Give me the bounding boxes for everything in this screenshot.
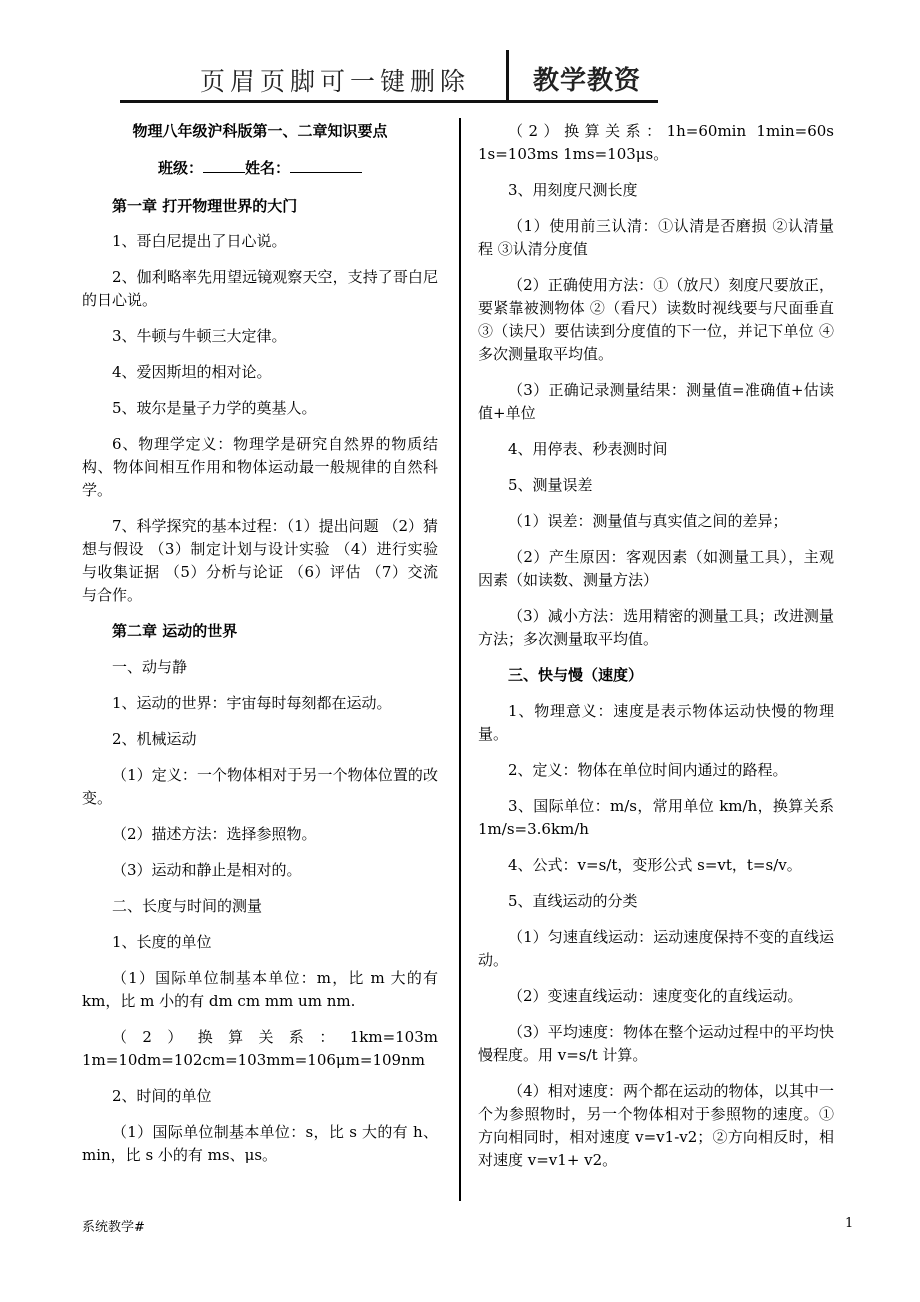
- section-heading: 一、动与静: [112, 658, 188, 676]
- paragraph: （1）匀速直线运动：运动速度保持不变的直线运动。: [478, 928, 834, 969]
- paragraph: 6、物理学定义：物理学是研究自然界的物质结构、物体间相互作用和物体运动最一般规律的自然科学。: [82, 435, 438, 499]
- chapter1-title: 第一章 打开物理世界的大门: [112, 197, 298, 215]
- paragraph: （1）定义：一个物体相对于另一个物体位置的改变。: [82, 766, 438, 807]
- document-title: 物理八年级沪科版第一、二章知识要点: [132, 122, 388, 140]
- left-column: [82, 120, 438, 1167]
- class-label: 班级：: [157, 159, 203, 177]
- paragraph: （1）误差：测量值与真实值之间的差异；: [508, 512, 788, 530]
- paragraph: （2）产生原因：客观因素（如测量工具），主观因素（如读数、测量方法）: [478, 548, 834, 589]
- footer-left-text: 系统教学#: [82, 1220, 145, 1235]
- paragraph: （2）描述方法：选择参照物。: [112, 825, 317, 843]
- header-divider: [506, 50, 509, 102]
- paragraph: 5、测量误差: [508, 476, 593, 494]
- paragraph: 2、伽利略率先用望远镜观察天空，支持了哥白尼的日心说。: [82, 268, 438, 309]
- column-divider: [459, 118, 461, 1201]
- paragraph: （3）正确记录测量结果：测量值=准确值+估读值+单位: [478, 381, 834, 422]
- paragraph: （1）国际单位制基本单位：m，比 m 大的有 km，比 m 小的有 dm cm mm um nm.: [82, 969, 438, 1010]
- header-left-text: 页眉页脚可一键删除: [200, 67, 471, 96]
- name-label: 姓名：: [245, 159, 291, 177]
- paragraph: （3）平均速度：物体在整个运动过程中的平均快慢程度。用 v=s/t 计算。: [478, 1023, 834, 1064]
- header-rule: [120, 100, 658, 103]
- paragraph: 5、玻尔是量子力学的奠基人。: [112, 399, 317, 417]
- paragraph: （2）换算关系：1h=60min 1min=60s 1s=103ms 1ms=103μs。: [478, 122, 834, 163]
- paragraph: 7、科学探究的基本过程：（1）提出问题 （2）猜想与假设 （3）制定计划与设计实验 （4）进行实验与收集证据 （5）分析与论证 （6）评估 （7）交流与合作。: [82, 517, 438, 604]
- paragraph: 3、国际单位：m/s，常用单位 km/h，换算关系 1m/s=3.6km/h: [478, 797, 834, 838]
- page-number: 1: [845, 1216, 854, 1231]
- paragraph: （3）减小方法：选用精密的测量工具；改进测量方法；多次测量取平均值。: [478, 607, 834, 648]
- paragraph: 3、用刻度尺测长度: [508, 181, 638, 199]
- paragraph: 3、牛顿与牛顿三大定律。: [112, 327, 287, 345]
- chapter2-title: 第二章 运动的世界: [112, 622, 238, 640]
- paragraph: （1）国际单位制基本单位：s，比 s 大的有 h、min，比 s 小的有 ms、μs。: [82, 1123, 438, 1164]
- header-right-text: 教学教资: [533, 66, 642, 96]
- paragraph: 2、机械运动: [112, 730, 197, 748]
- class-blank[interactable]: [203, 157, 245, 173]
- paragraph: 1、物理意义：速度是表示物体运动快慢的物理量。: [478, 702, 834, 743]
- paragraph: 2、时间的单位: [112, 1087, 212, 1105]
- right-column: [478, 120, 834, 1172]
- paragraph: 5、直线运动的分类: [508, 892, 638, 910]
- paragraph: 4、公式：v=s/t，变形公式 s=vt，t=s/v。: [508, 856, 802, 874]
- paragraph: （2）换算关系：1km=103m 1m=10dm=102cm=103mm=106μm=109nm: [82, 1028, 438, 1069]
- paragraph: （1）使用前三认清：①认清是否磨损 ②认清量程 ③认清分度值: [478, 217, 834, 258]
- section-heading: 三、快与慢（速度）: [508, 666, 644, 684]
- paragraph: 1、运动的世界：宇宙每时每刻都在运动。: [112, 694, 392, 712]
- paragraph: （2）正确使用方法：①（放尺）刻度尺要放正，要紧靠被测物体 ②（看尺）读数时视线要与尺面垂直 ③（读尺）要估读到分度值的下一位，并记下单位 ④多次测量取平均值。: [478, 276, 834, 363]
- paragraph: 4、爱因斯坦的相对论。: [112, 363, 272, 381]
- name-blank[interactable]: [290, 157, 362, 173]
- paragraph: 4、用停表、秒表测时间: [508, 440, 668, 458]
- paragraph: 1、哥白尼提出了日心说。: [112, 232, 287, 250]
- paragraph: 1、长度的单位: [112, 933, 212, 951]
- paragraph: 2、定义：物体在单位时间内通过的路程。: [508, 761, 788, 779]
- name-class-line: [82, 157, 438, 180]
- section-heading: 二、长度与时间的测量: [112, 897, 263, 915]
- paragraph: （4）相对速度：两个都在运动的物体，以其中一个为参照物时，另一个物体相对于参照物的速度。①方向相同时，相对速度 v=v1-v2；②方向相反时，相对速度 v=v1+ v2。: [478, 1082, 834, 1169]
- paragraph: （3）运动和静止是相对的。: [112, 861, 302, 879]
- paragraph: （2）变速直线运动：速度变化的直线运动。: [508, 987, 803, 1005]
